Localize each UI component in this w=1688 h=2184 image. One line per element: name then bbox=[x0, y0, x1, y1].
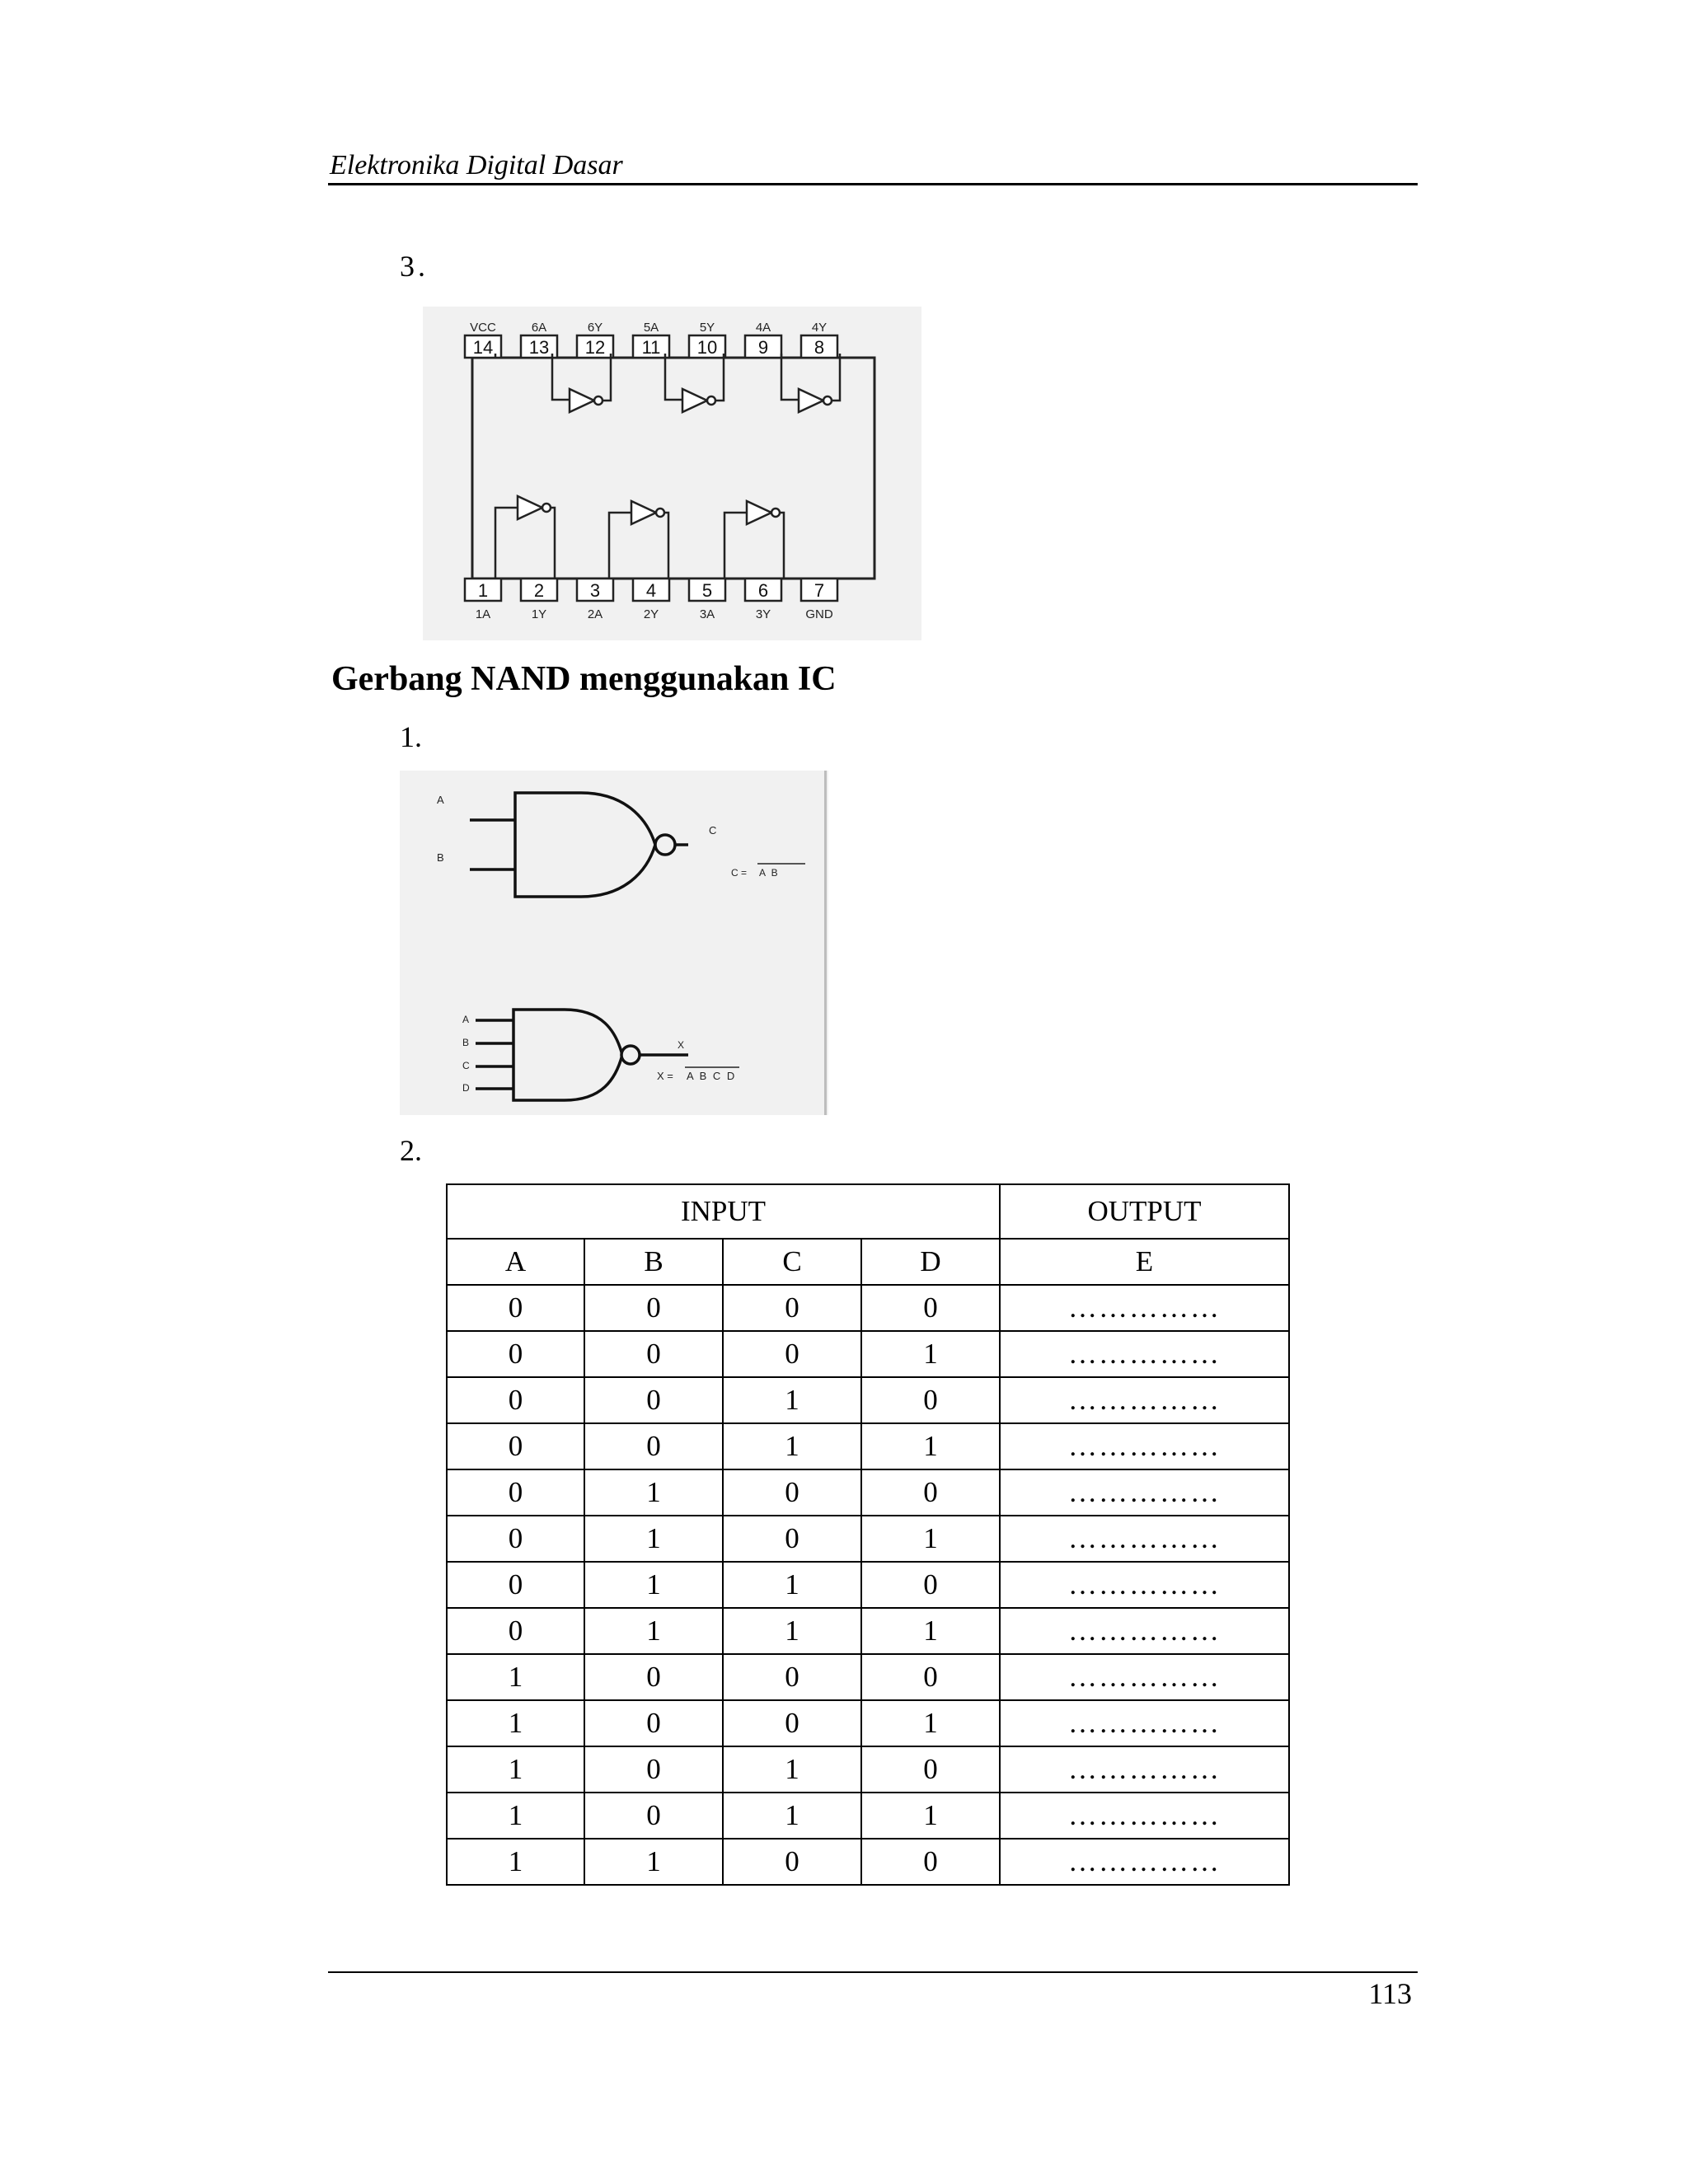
column-header-a: A bbox=[447, 1239, 584, 1285]
ic-top-pin-number: 13 bbox=[528, 337, 550, 358]
input-cell: 0 bbox=[447, 1608, 584, 1654]
input-cell: 0 bbox=[861, 1562, 1000, 1608]
table-row bbox=[447, 1377, 1289, 1423]
nand-gate-2-input bbox=[470, 793, 688, 897]
ic-top-pin-label: 4A bbox=[755, 321, 771, 335]
input-cell: 0 bbox=[584, 1700, 723, 1746]
input-cell: 0 bbox=[723, 1654, 861, 1700]
ic-top-pin-label: 5Y bbox=[699, 321, 715, 335]
input-cell: 0 bbox=[447, 1377, 584, 1423]
gate2-input-c: C bbox=[462, 1060, 470, 1071]
output-cell: …………… bbox=[1000, 1285, 1289, 1331]
ic-pinout-figure bbox=[423, 307, 921, 640]
output-cell: …………… bbox=[1000, 1516, 1289, 1562]
input-cell: 0 bbox=[584, 1793, 723, 1839]
input-cell: 1 bbox=[861, 1516, 1000, 1562]
output-cell: …………… bbox=[1000, 1700, 1289, 1746]
ic-top-pin-label: 5A bbox=[643, 321, 659, 335]
input-cell: 1 bbox=[723, 1377, 861, 1423]
input-cell: 1 bbox=[723, 1608, 861, 1654]
ic-top-pin-number: 8 bbox=[814, 337, 825, 358]
input-cell: 0 bbox=[447, 1562, 584, 1608]
input-cell: 1 bbox=[861, 1423, 1000, 1469]
ic-top-pin-number: 14 bbox=[472, 337, 494, 358]
input-cell: 1 bbox=[584, 1562, 723, 1608]
ic-body bbox=[472, 358, 874, 579]
ic-bottom-pin-label: GND bbox=[805, 607, 833, 621]
input-cell: 0 bbox=[584, 1331, 723, 1377]
output-cell: …………… bbox=[1000, 1654, 1289, 1700]
input-cell: 1 bbox=[861, 1793, 1000, 1839]
input-cell: 0 bbox=[723, 1469, 861, 1516]
input-cell: 1 bbox=[723, 1423, 861, 1469]
ic-bottom-pin-number: 1 bbox=[477, 580, 489, 601]
table-row bbox=[447, 1654, 1289, 1700]
output-cell: …………… bbox=[1000, 1746, 1289, 1793]
ic-top-pin-number: 12 bbox=[584, 337, 606, 358]
output-cell: …………… bbox=[1000, 1331, 1289, 1377]
input-cell: 1 bbox=[584, 1469, 723, 1516]
input-cell: 0 bbox=[584, 1654, 723, 1700]
input-cell: 1 bbox=[447, 1700, 584, 1746]
input-cell: 0 bbox=[723, 1839, 861, 1885]
gate1-equation-left: C = bbox=[731, 867, 748, 879]
output-cell: …………… bbox=[1000, 1469, 1289, 1516]
ic-bottom-pin-number: 7 bbox=[814, 580, 825, 601]
column-header-c: C bbox=[723, 1239, 861, 1285]
gate2-equation-left: X = bbox=[657, 1070, 673, 1082]
input-group-header: INPUT bbox=[447, 1184, 1000, 1239]
ic-top-pin-number: 11 bbox=[641, 337, 661, 358]
nand-gate-4-input bbox=[476, 1010, 688, 1100]
table-row bbox=[447, 1516, 1289, 1562]
ic-top-pin-number: 10 bbox=[696, 337, 718, 358]
gate2-input-a: A bbox=[462, 1014, 470, 1025]
footer-rule bbox=[328, 1971, 1418, 1973]
input-cell: 0 bbox=[447, 1423, 584, 1469]
input-cell: 0 bbox=[723, 1700, 861, 1746]
gate1-output-c: C bbox=[709, 824, 717, 837]
input-cell: 1 bbox=[447, 1839, 584, 1885]
input-cell: 1 bbox=[861, 1700, 1000, 1746]
table-row bbox=[447, 1839, 1289, 1885]
ic-top-pin-label: 6Y bbox=[587, 321, 603, 335]
nand-gates-figure bbox=[400, 771, 828, 1115]
table-row bbox=[447, 1746, 1289, 1793]
inverter-4 bbox=[781, 354, 840, 412]
table-row bbox=[447, 1562, 1289, 1608]
ic-bottom-pin-number: 6 bbox=[757, 580, 769, 601]
input-cell: 0 bbox=[447, 1516, 584, 1562]
ic-pinout-diagram bbox=[423, 307, 921, 640]
ic-bottom-pin-label: 1A bbox=[475, 607, 491, 621]
ic-bottom-pin-number: 2 bbox=[533, 580, 545, 601]
output-cell: …………… bbox=[1000, 1839, 1289, 1885]
item-number-2: 2. bbox=[400, 1134, 422, 1167]
ic-bottom-pin-number: 5 bbox=[701, 580, 713, 601]
input-cell: 1 bbox=[447, 1746, 584, 1793]
running-header-title: Elektronika Digital Dasar bbox=[330, 150, 623, 180]
column-header-e: E bbox=[1000, 1239, 1289, 1285]
table-row bbox=[447, 1423, 1289, 1469]
ic-bottom-pin-label: 2A bbox=[587, 607, 603, 621]
output-cell: …………… bbox=[1000, 1608, 1289, 1654]
input-cell: 0 bbox=[723, 1516, 861, 1562]
ic-bottom-pin-number: 4 bbox=[645, 580, 657, 601]
gate2-input-d: D bbox=[462, 1082, 470, 1094]
input-cell: 1 bbox=[584, 1839, 723, 1885]
ic-bottom-pin-label: 2Y bbox=[643, 607, 659, 621]
ic-top-pin-label: 6A bbox=[531, 321, 547, 335]
table-row bbox=[447, 1331, 1289, 1377]
input-cell: 0 bbox=[584, 1423, 723, 1469]
input-cell: 0 bbox=[447, 1285, 584, 1331]
input-cell: 0 bbox=[723, 1285, 861, 1331]
input-cell: 0 bbox=[723, 1331, 861, 1377]
gate1-input-a: A bbox=[437, 794, 444, 806]
output-cell: …………… bbox=[1000, 1377, 1289, 1423]
input-cell: 0 bbox=[584, 1377, 723, 1423]
item-number-1: 1. bbox=[400, 720, 422, 753]
output-cell: …………… bbox=[1000, 1793, 1289, 1839]
inverter-6 bbox=[552, 354, 611, 412]
input-cell: 1 bbox=[723, 1793, 861, 1839]
table-group-header-row bbox=[447, 1184, 1289, 1239]
output-cell: …………… bbox=[1000, 1562, 1289, 1608]
inverter-5 bbox=[665, 354, 724, 412]
ic-top-pin-label: VCC bbox=[470, 321, 496, 335]
nand-gates-diagram bbox=[400, 771, 824, 1115]
truth-table bbox=[446, 1183, 1290, 1886]
ic-top-pin-label: 4Y bbox=[811, 321, 828, 335]
inverter-2 bbox=[609, 501, 668, 579]
header-rule bbox=[328, 183, 1418, 185]
page-number: 113 bbox=[1368, 1977, 1412, 2010]
inverter-3 bbox=[724, 501, 784, 579]
ic-top-pin-number: 9 bbox=[757, 337, 769, 358]
gate2-input-b: B bbox=[462, 1037, 470, 1048]
gate2-equation-bar: A B C D bbox=[687, 1070, 737, 1082]
input-cell: 1 bbox=[861, 1608, 1000, 1654]
ic-bottom-pin-label: 3A bbox=[699, 607, 715, 621]
ic-bottom-pin-label: 1Y bbox=[531, 607, 547, 621]
figure-edge bbox=[824, 771, 827, 1115]
input-cell: 0 bbox=[861, 1469, 1000, 1516]
gate1-input-b: B bbox=[437, 851, 444, 864]
item-number-3: 3. bbox=[400, 250, 429, 283]
output-cell: …………… bbox=[1000, 1423, 1289, 1469]
column-header-d: D bbox=[861, 1239, 1000, 1285]
table-row bbox=[447, 1285, 1289, 1331]
column-header-b: B bbox=[584, 1239, 723, 1285]
section-heading: Gerbang NAND menggunakan IC bbox=[331, 660, 837, 698]
input-cell: 0 bbox=[861, 1377, 1000, 1423]
gate1-equation-bar: A B bbox=[759, 867, 780, 879]
input-cell: 1 bbox=[584, 1608, 723, 1654]
input-cell: 0 bbox=[584, 1746, 723, 1793]
table-row bbox=[447, 1793, 1289, 1839]
ic-bottom-pin-label: 3Y bbox=[755, 607, 771, 621]
input-cell: 0 bbox=[861, 1746, 1000, 1793]
table-row bbox=[447, 1700, 1289, 1746]
input-cell: 0 bbox=[447, 1331, 584, 1377]
input-cell: 1 bbox=[861, 1331, 1000, 1377]
table-column-header-row bbox=[447, 1239, 1289, 1285]
input-cell: 0 bbox=[861, 1285, 1000, 1331]
table-row bbox=[447, 1608, 1289, 1654]
input-cell: 1 bbox=[723, 1562, 861, 1608]
inverter-1 bbox=[495, 496, 555, 579]
ic-bottom-pin-number: 3 bbox=[589, 580, 601, 601]
input-cell: 0 bbox=[447, 1469, 584, 1516]
input-cell: 0 bbox=[861, 1839, 1000, 1885]
input-cell: 1 bbox=[584, 1516, 723, 1562]
input-cell: 1 bbox=[447, 1654, 584, 1700]
gate2-output-x: X bbox=[678, 1039, 685, 1051]
table-row bbox=[447, 1469, 1289, 1516]
input-cell: 0 bbox=[861, 1654, 1000, 1700]
input-cell: 1 bbox=[447, 1793, 584, 1839]
input-cell: 0 bbox=[584, 1285, 723, 1331]
input-cell: 1 bbox=[723, 1746, 861, 1793]
output-group-header: OUTPUT bbox=[1000, 1184, 1289, 1239]
